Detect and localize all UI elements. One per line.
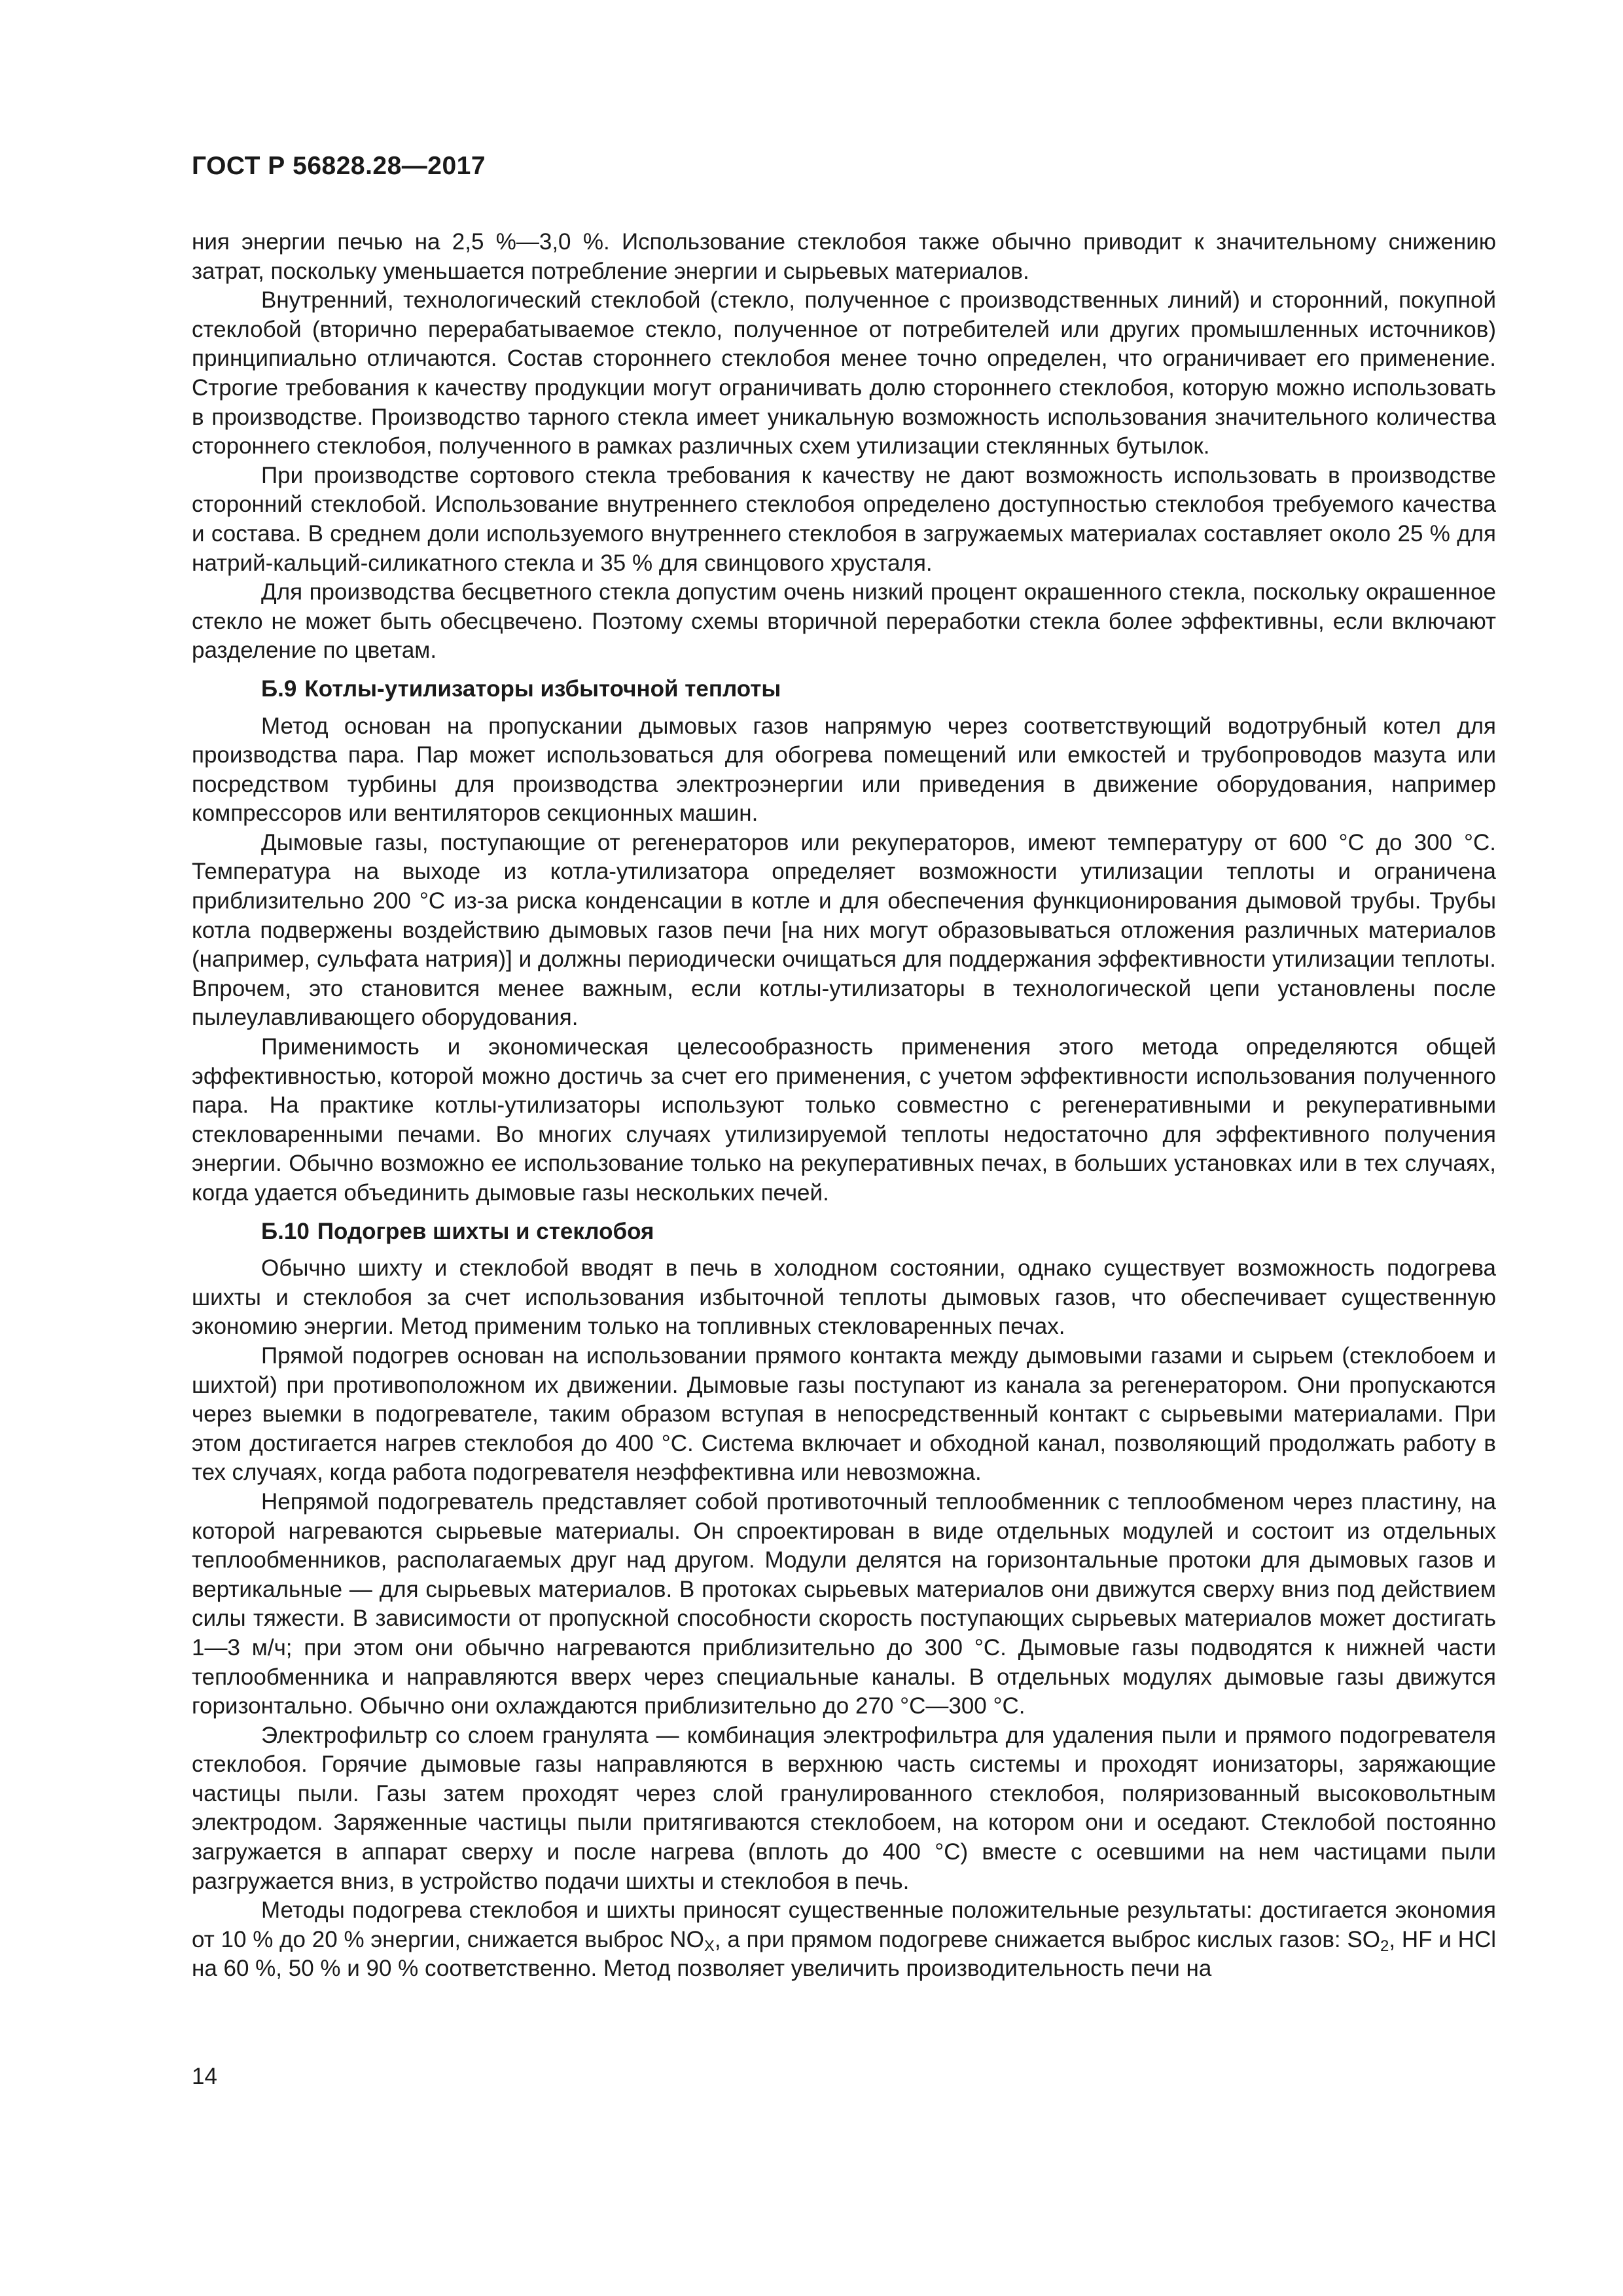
- document-code-header: ГОСТ Р 56828.28—2017: [192, 152, 486, 180]
- paragraph: ния энергии печью на 2,5 %—3,0 %. Использование стеклобоя также обычно приводит к значительному снижению затрат, поскольку уменьшается потребление энергии и сырьевых материалов.: [192, 229, 1496, 284]
- section-title: Котлы-утилизаторы избыточной теплоты: [304, 675, 781, 702]
- paragraph: Для производства бесцветного стекла допустим очень низкий процент окрашенного стекла, поскольку окрашенное стекло не может быть обесцвечено. Поэтому схемы вторичной переработки стекла более эффективны, если включают разделение по цветам.: [192, 579, 1496, 664]
- subscript: 2: [1380, 1937, 1389, 1955]
- subscript: X: [704, 1937, 715, 1955]
- paragraph: Электрофильтр со слоем гранулята — комбинация электрофильтра для удаления пыли и прямого подогревателя стеклобоя. Горячие дымовые газы направляются в верхнюю часть системы и проходят ионизаторы, заряжающие частицы пыли. Газы затем проходят через слой гранулированного стеклобоя, поляризованный высоковольтным электродом. Заряженные частицы пыли притягиваются стеклобоем, на котором они и оседают. Стеклобой постоянно загружается в аппарат сверху и после нагрева (вплоть до 400 °С) вместе с осевшими на нем частицами пыли разгружается вниз, в устройство подачи шихты и стеклобоя в печь.: [192, 1722, 1496, 1894]
- page-number: 14: [192, 2064, 217, 2089]
- section-number: Б.9: [261, 675, 297, 702]
- section-heading-b9: [261, 675, 1496, 704]
- text-run: , HF и HCl на 60 %, 50 % и 90 % соответственно. Метод позволяет увеличить производительность печи на: [192, 1926, 1496, 1982]
- paragraph: При производстве сортового стекла требования к качеству не дают возможность использовать в производстве сторонний стеклобой. Использование внутреннего стеклобоя определено доступностью стеклобоя требуемого качества и состава. В среднем доли используемого внутреннего стеклобоя в загружаемых материалах составляет около 25 % для натрий-кальций-силикатного стекла и 35 % для свинцового хрусталя.: [192, 462, 1496, 576]
- paragraph: Обычно шихту и стеклобой вводят в печь в холодном состоянии, однако существует возможность подогрева шихты и стеклобоя за счет использования избыточной теплоты дымовых газов, что обеспечивает существенную экономию энергии. Метод применим только на топливных стекловаренных печах.: [192, 1255, 1496, 1340]
- section-number: Б.10: [261, 1218, 310, 1244]
- paragraph: [192, 1896, 1496, 1984]
- paragraph: Непрямой подогреватель представляет собой противоточный теплообменник с теплообменом через пластину, на которой нагреваются сырьевые материалы. Он спроектирован в виде отдельных модулей и состоит из отдельных теплообменников, располагаемых друг над другом. Модули делятся на горизонтальные протоки для дымовых газов и вертикальные — для сырьевых материалов. В протоках сырьевых материалов они движутся сверху вниз под действием силы тяжести. В зависимости от пропускной способности скорость поступающих сырьевых материалов может достигать 1—3 м/ч; при этом они обычно нагреваются приблизительно до 300 °С. Дымовые газы подводятся к нижней части теплообменника и направляются вверх через специальные каналы. В отдельных модулях дымовые газы движутся горизонтально. Обычно они охлаждаются приблизительно до 270 °С—300 °С.: [192, 1488, 1496, 1719]
- section-heading-b10: [261, 1217, 1496, 1247]
- page-body: [192, 228, 1496, 1984]
- paragraph: Прямой подогрев основан на использовании прямого контакта между дымовыми газами и сырьем (стеклобоем и шихтой) при противоположном их движении. Дымовые газы поступают из канала за регенератором. Они пропускаются через выемки в подогревателе, таким образом вступая в непосредственный контакт с сырьевыми материалами. При этом достигается нагрев стеклобоя до 400 °С. Система включает и обходной канал, позволяющий продолжать работу в тех случаях, когда работа подогревателя неэффективна или невозможна.: [192, 1342, 1496, 1486]
- paragraph: Дымовые газы, поступающие от регенераторов или рекуператоров, имеют температуру от 600 °С до 300 °С. Температура на выходе из котла-утилизатора определяет возможности утилизации теплоты и ограничена приблизительно 200 °С из-за риска конденсации в котле и для обеспечения функционирования дымовой трубы. Трубы котла подвержены воздействию дымовых газов печи [на них могут образовываться отложения различных материалов (например, сульфата натрия)] и должны периодически очищаться для поддержания эффективности утилизации теплоты. Впрочем, это становится менее важным, если котлы-утилизаторы в технологической цепи установлены после пылеулавливающего оборудования.: [192, 829, 1496, 1031]
- paragraph: Метод основан на пропускании дымовых газов напрямую через соответствующий водотрубный котел для производства пара. Пар может использоваться для обогрева помещений или емкостей и трубопроводов мазута или посредством турбины для производства электроэнергии или приведения в движение оборудования, например компрессоров или вентиляторов секционных машин.: [192, 713, 1496, 827]
- section-title: Подогрев шихты и стеклобоя: [317, 1218, 654, 1244]
- text-run: , а при прямом подогреве снижается выброс кислых газов: SO: [714, 1926, 1381, 1952]
- paragraph: Внутренний, технологический стеклобой (стекло, полученное с производственных линий) и сторонний, покупной стеклобой (вторично перерабатываемое стекло, полученное от потребителей или других промышленных источников) принципиально отличаются. Состав стороннего стеклобоя менее точно определен, что ограничивает его применение. Строгие требования к качеству продукции могут ограничивать долю стороннего стеклобоя, которую можно использовать в производстве. Производство тарного стекла имеет уникальную возможность использования значительного количества стороннего стеклобоя, полученного в рамках различных схем утилизации стеклянных бутылок.: [192, 287, 1496, 459]
- text-run: Методы подогрева стеклобоя и шихты приносят существенные положительные результаты: достигается экономия от 10 % до 20 % энергии, снижается выброс NO: [192, 1897, 1496, 1952]
- paragraph: Применимость и экономическая целесообразность применения этого метода определяются общей эффективностью, которой можно достичь за счет его применения, с учетом эффективности использования полученного пара. На практике котлы-утилизаторы используют только совместно с регенеративными и рекуперативными стекловаренными печами. Во многих случаях утилизируемой теплоты недостаточно для эффективного получения энергии. Обычно возможно ее использование только на рекуперативных печах, в больших установках или в тех случаях, когда удается объединить дымовые газы нескольких печей.: [192, 1034, 1496, 1206]
